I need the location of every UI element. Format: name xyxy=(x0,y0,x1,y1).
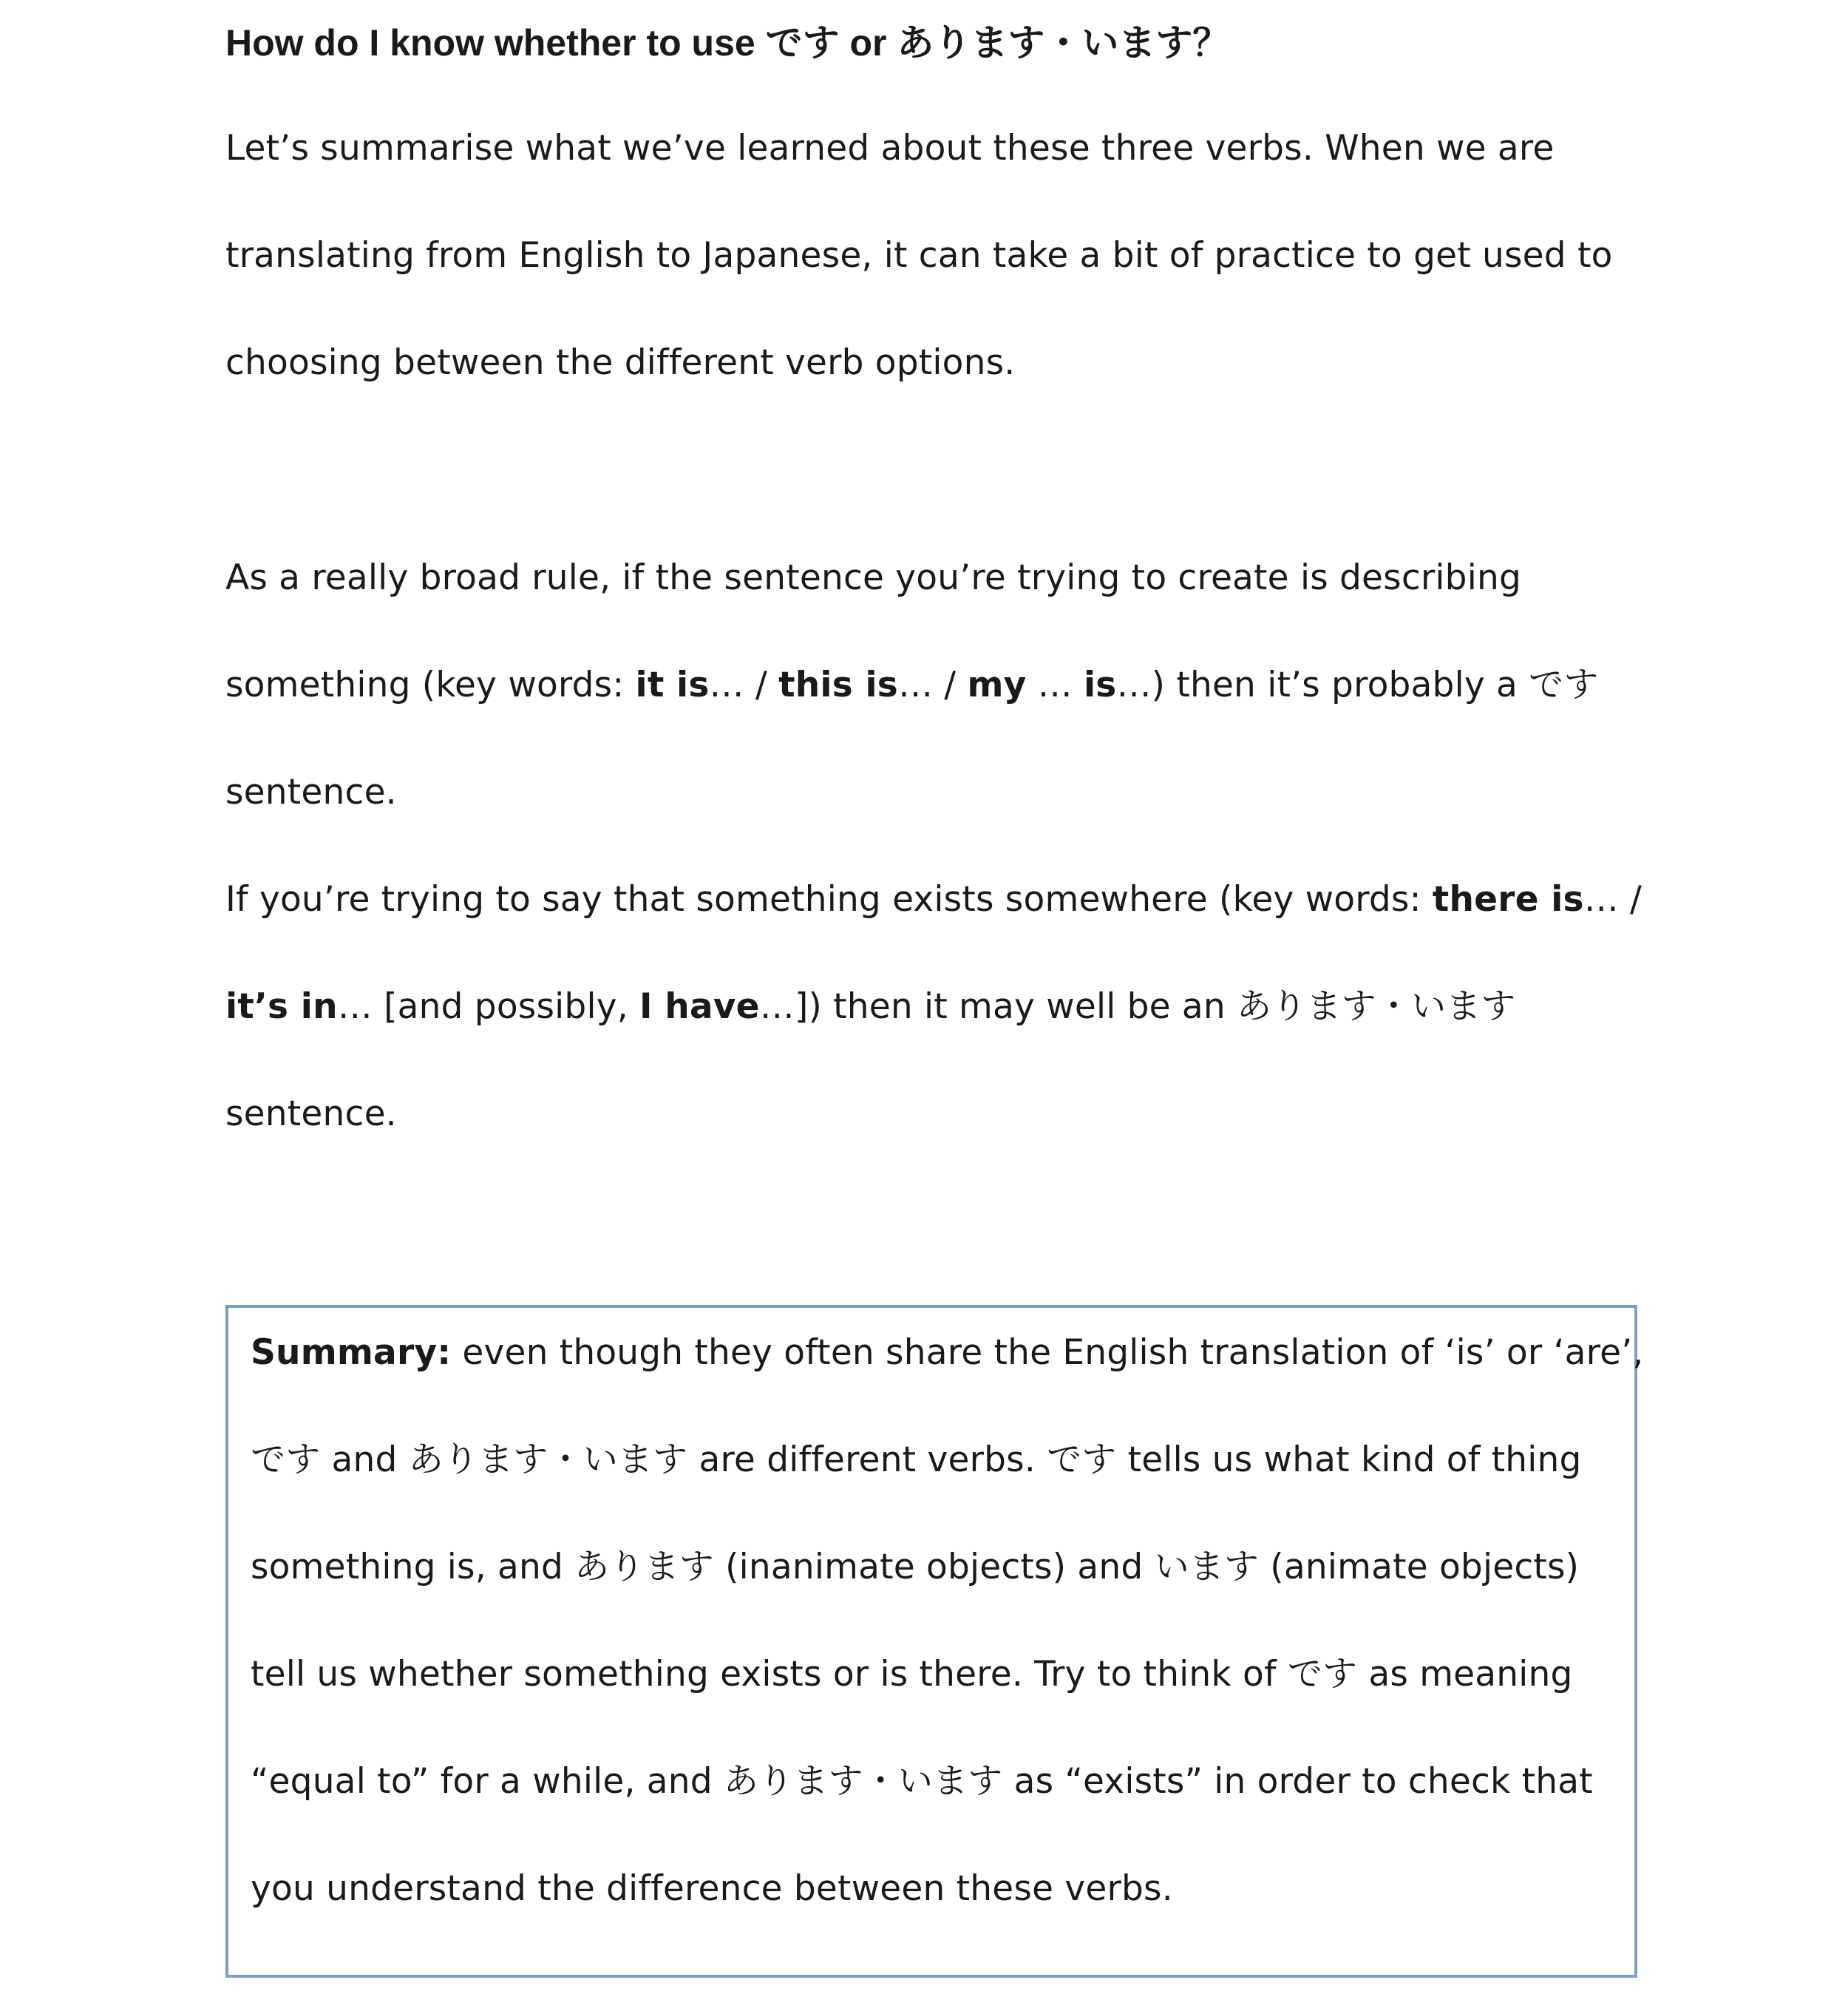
text-segment: …) then it’s probably a です xyxy=(1116,665,1599,705)
section-heading: How do I know whether to use です or あります・います？ xyxy=(225,22,1230,64)
para1-line-1: Let’s summarise what we’ve learned about these three verbs. When we are xyxy=(225,128,1555,169)
summary-line-2: です and あります・います are different verbs. です tells us what kind of thing xyxy=(251,1439,1582,1480)
text-segment: something (key words: xyxy=(225,665,636,705)
para1-line-2: translating from English to Japanese, it can take a bit of practice to get used to xyxy=(225,235,1613,276)
summary-line-4: tell us whether something exists or is there. Try to think of です as meaning xyxy=(251,1654,1573,1695)
para3-line-3: sentence. xyxy=(225,1093,397,1134)
text-segment: … [and possibly, xyxy=(337,986,639,1027)
summary-label: Summary: xyxy=(251,1332,452,1373)
keyword-i-have: I have xyxy=(639,986,760,1027)
keyword-there-is: there is xyxy=(1432,879,1584,920)
text-segment: … / xyxy=(709,665,779,705)
para2-line-3: sentence. xyxy=(225,772,397,813)
summary-box xyxy=(225,1305,1644,1978)
summary-line-3: something is, and あります (inanimate objects) and います (animate objects) xyxy=(251,1547,1580,1587)
keyword-its-in: it’s in xyxy=(225,986,338,1027)
para3-line-2 xyxy=(225,979,1516,1035)
para2-line-1: As a really broad rule, if the sentence you’re trying to create is describing xyxy=(225,557,1521,598)
summary-line-1 xyxy=(251,1325,1644,1381)
text-segment: … / xyxy=(897,665,968,705)
para3-line-1 xyxy=(225,872,1642,928)
text-segment: … xyxy=(1026,665,1084,705)
summary-line-6: you understand the difference between these verbs. xyxy=(251,1868,1173,1909)
text-segment: … / xyxy=(1583,879,1643,920)
keyword-is: is xyxy=(1083,665,1117,705)
para1-line-3: choosing between the different verb options. xyxy=(225,342,1016,383)
keyword-this-is: this is xyxy=(778,665,898,705)
keyword-it-is: it is xyxy=(635,665,710,705)
text-segment: even though they often share the English translation of ‘is’ or ‘are’, xyxy=(451,1332,1644,1373)
text-segment: …]) then it may well be an あります・います xyxy=(759,986,1516,1027)
text-segment: If you’re trying to say that something exists somewhere (key words: xyxy=(225,879,1433,920)
document-page xyxy=(225,0,1652,2008)
summary-line-5: “equal to” for a while, and あります・います as “exists” in order to check that xyxy=(251,1761,1593,1802)
para2-line-2 xyxy=(225,657,1599,713)
keyword-my: my xyxy=(967,665,1027,705)
